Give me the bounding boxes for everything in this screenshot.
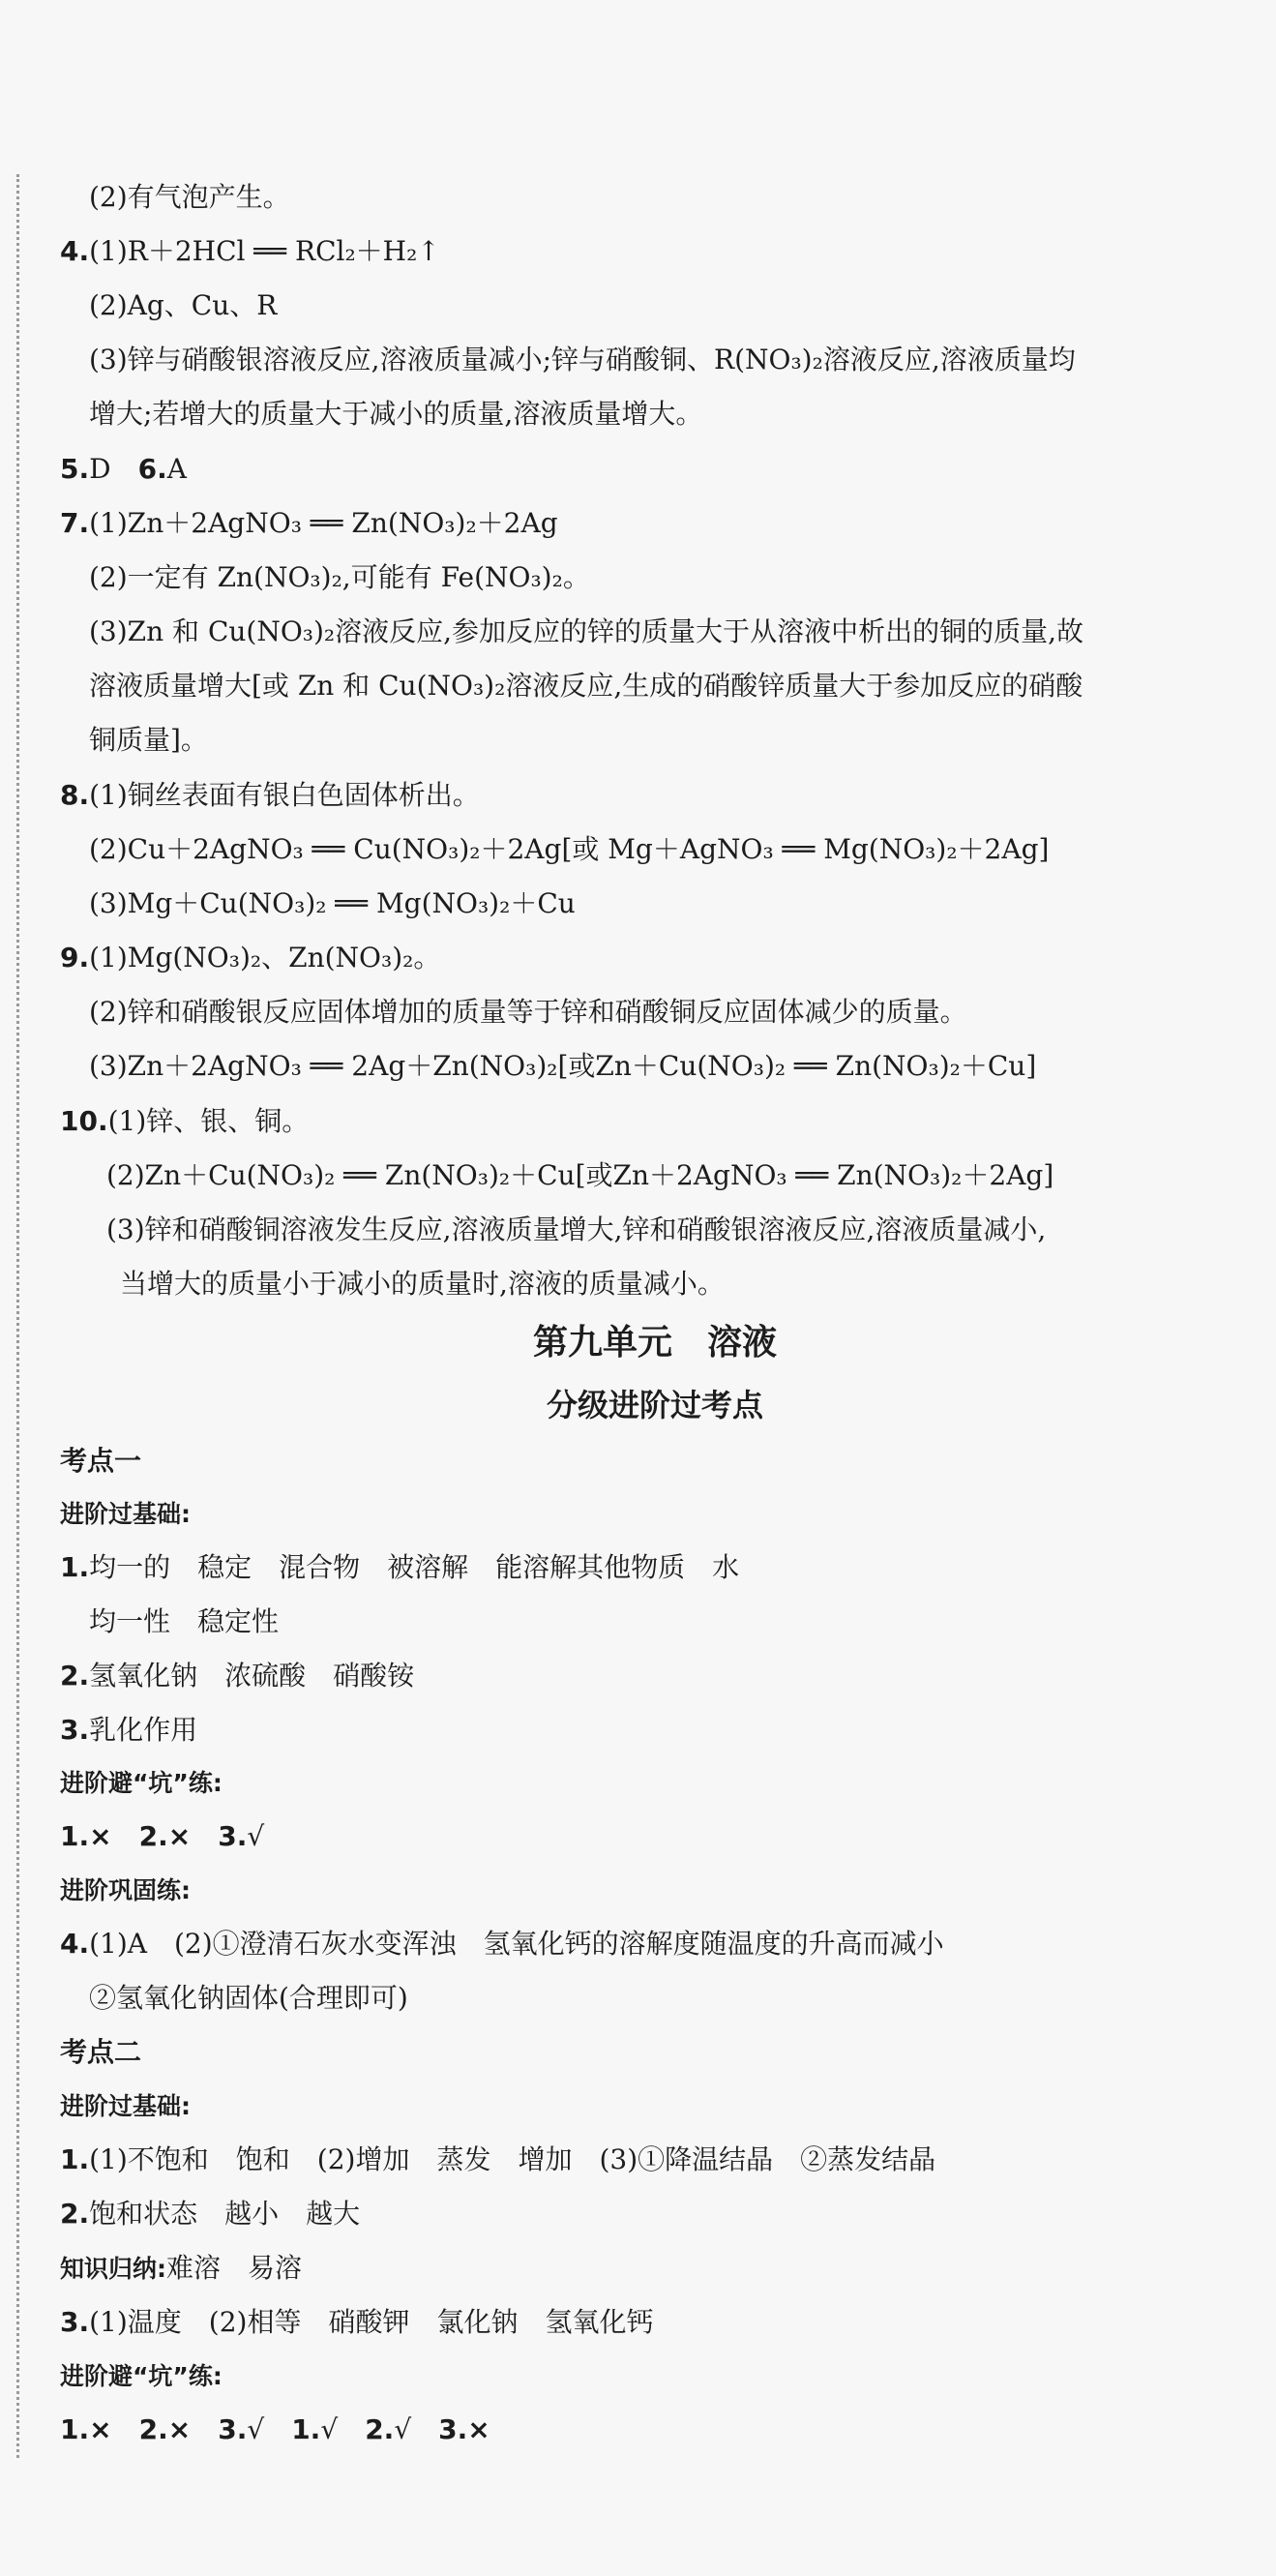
topic-heading-1: 考点一 xyxy=(60,1445,142,1477)
answer-item-2 xyxy=(60,1657,414,1695)
answer-item-9 xyxy=(60,939,440,977)
subsection-label: 知识归纳: xyxy=(60,2255,166,2283)
subsection-label: 进阶避“坑”练: xyxy=(60,1769,223,1797)
item-number: 3. xyxy=(60,1714,90,1746)
answer-text: (1)Mg(NO₃)₂、Zn(NO₃)₂。 xyxy=(89,942,441,973)
item-number: 2. xyxy=(60,2198,90,2230)
answer-item-1 xyxy=(60,1548,739,1587)
binding-margin-dotted-line xyxy=(16,174,19,2458)
item-number: 1. xyxy=(60,1551,90,1583)
answer-text: (1)铜丝表面有银白色固体析出。 xyxy=(89,779,480,811)
answer-line: 均一性 稳定性 xyxy=(89,1605,280,1637)
item-number: 2. xyxy=(138,1820,168,1852)
item-number: 5. xyxy=(60,453,90,485)
answer-line: ②氢氧化钠固体(合理即可) xyxy=(89,1982,408,2014)
answer-text: × xyxy=(167,1820,192,1852)
answer-line: (3)锌与硝酸银溶液反应,溶液质量减小;锌与硝酸铜、R(NO₃)₂溶液反应,溶液质量均 xyxy=(89,344,1076,375)
answer-item-10 xyxy=(60,1102,309,1141)
answer-item-8 xyxy=(60,776,480,815)
answer-line: (3)Zn＋2AgNO₃ ══ 2Ag＋Zn(NO₃)₂[或Zn＋Cu(NO₃)₂ ══ Zn(NO₃)₂＋Cu] xyxy=(89,1050,1037,1082)
answer-item-3 xyxy=(60,2303,653,2342)
item-number: 1. xyxy=(60,2413,90,2445)
item-number: 3. xyxy=(218,2413,248,2445)
answer-text: (1)R＋2HCl ══ RCl₂＋H₂↑ xyxy=(89,235,440,267)
answer-text: 难溶 易溶 xyxy=(166,2252,303,2284)
item-number: 1. xyxy=(291,2413,321,2445)
answer-line: (3)Zn 和 Cu(NO₃)₂溶液反应,参加反应的锌的质量大于从溶液中析出的铜的质量,故 xyxy=(89,615,1083,647)
answer-line: (3)Mg＋Cu(NO₃)₂ ══ Mg(NO₃)₂＋Cu xyxy=(89,887,576,919)
answer-judgements xyxy=(60,1817,264,1856)
answer-line: (2)Ag、Cu、R xyxy=(89,289,278,321)
subsection-label: 进阶巩固练: xyxy=(60,1876,191,1904)
answer-text: × xyxy=(89,1820,112,1852)
answer-line: (2)锌和硝酸银反应固体增加的质量等于锌和硝酸铜反应固体减少的质量。 xyxy=(89,996,967,1028)
answer-judgements xyxy=(60,2411,490,2449)
item-number: 3. xyxy=(218,1820,248,1852)
subsection-label: 进阶过基础: xyxy=(60,2092,191,2120)
answer-text: 氢氧化钠 浓硫酸 硝酸铵 xyxy=(89,1660,415,1692)
answer-line: (2)Cu＋2AgNO₃ ══ Cu(NO₃)₂＋2Ag[或 Mg＋AgNO₃ ══ Mg(NO₃)₂＋2Ag] xyxy=(89,833,1050,865)
answer-text: (1)不饱和 饱和 (2)增加 蒸发 增加 (3)①降温结晶 ②蒸发结晶 xyxy=(89,2143,936,2175)
item-number: 4. xyxy=(60,1928,90,1960)
answer-text: √ xyxy=(394,2413,412,2445)
answer-text: √ xyxy=(247,1820,265,1852)
answer-text: (1)锌、银、铜。 xyxy=(107,1105,310,1137)
item-number: 1. xyxy=(60,1820,90,1852)
answer-item-1 xyxy=(60,2141,935,2179)
item-number: 2. xyxy=(138,2413,168,2445)
answer-text: A xyxy=(166,453,187,485)
answer-text: 饱和状态 越小 越大 xyxy=(89,2198,361,2230)
answer-line: 当增大的质量小于减小的质量时,溶液的质量减小。 xyxy=(120,1268,725,1300)
subsection-label: 进阶过基础: xyxy=(60,1500,191,1528)
item-number: 6. xyxy=(137,453,167,485)
answer-text: √ xyxy=(320,2413,339,2445)
answer-line: 溶液质量增大[或 Zn 和 Cu(NO₃)₂溶液反应,生成的硝酸锌质量大于参加反应的硝酸 xyxy=(89,670,1083,702)
answer-item-2 xyxy=(60,2195,360,2233)
answer-item-3 xyxy=(60,1711,197,1750)
topic-heading-2: 考点二 xyxy=(60,2036,142,2068)
knowledge-summary xyxy=(60,2249,302,2289)
item-number: 9. xyxy=(60,942,90,973)
item-number: 4. xyxy=(60,235,90,267)
subsection-label: 进阶避“坑”练: xyxy=(60,2362,223,2390)
item-number: 2. xyxy=(365,2413,395,2445)
answer-item-4 xyxy=(60,1925,944,1963)
answer-text: × xyxy=(467,2413,490,2445)
item-number: 3. xyxy=(60,2306,90,2338)
item-number: 10. xyxy=(60,1105,108,1137)
answer-line: (2)Zn＋Cu(NO₃)₂ ══ Zn(NO₃)₂＋Cu[或Zn＋2AgNO₃ ══ Zn(NO₃)₂＋2Ag] xyxy=(106,1159,1054,1191)
answer-text: × xyxy=(89,2413,112,2445)
answer-item-5-6 xyxy=(60,450,187,489)
answer-text: √ xyxy=(247,2413,265,2445)
answer-text: × xyxy=(167,2413,192,2445)
answer-text: 均一的 稳定 混合物 被溶解 能溶解其他物质 水 xyxy=(89,1551,740,1583)
unit-title: 第九单元 溶液 xyxy=(532,1323,777,1363)
section-title: 分级进阶过考点 xyxy=(546,1387,763,1423)
answer-text: (1)温度 (2)相等 硝酸钾 氯化钠 氢氧化钙 xyxy=(89,2306,654,2338)
answer-text: (1)Zn＋2AgNO₃ ══ Zn(NO₃)₂＋2Ag xyxy=(89,507,558,539)
answer-line: (2)有气泡产生。 xyxy=(89,181,290,213)
item-number: 7. xyxy=(60,507,90,539)
item-number: 1. xyxy=(60,2143,90,2175)
answer-text: 乳化作用 xyxy=(89,1714,198,1746)
answer-text: D xyxy=(89,453,111,485)
answer-line: 铜质量]。 xyxy=(89,724,208,756)
answer-item-4 xyxy=(60,232,440,271)
answer-line: (3)锌和硝酸铜溶液发生反应,溶液质量增大,锌和硝酸银溶液反应,溶液质量减小, xyxy=(106,1213,1047,1245)
item-number: 2. xyxy=(60,1660,90,1692)
item-number: 8. xyxy=(60,779,90,811)
answer-line: 增大;若增大的质量大于减小的质量,溶液质量增大。 xyxy=(89,398,703,430)
item-number: 3. xyxy=(438,2413,468,2445)
answer-line: (2)一定有 Zn(NO₃)₂,可能有 Fe(NO₃)₂。 xyxy=(89,561,590,593)
answer-text: (1)A (2)①澄清石灰水变浑浊 氢氧化钙的溶解度随温度的升高而减小 xyxy=(89,1928,944,1960)
answer-item-7 xyxy=(60,504,558,543)
